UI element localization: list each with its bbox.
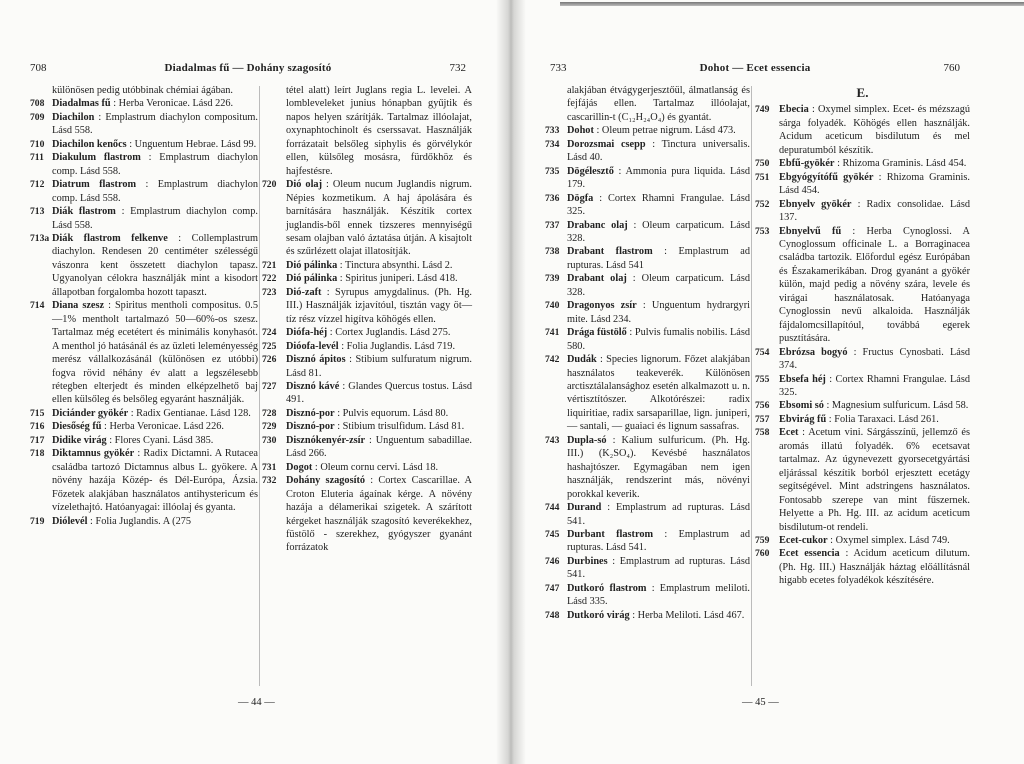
entry-number: 733 <box>545 125 560 137</box>
dictionary-entry <box>545 555 750 582</box>
entry-text: Ebnyelvű fű : Herba Cynoglossi. A Cynoglossum officinale L. a Borraginacea családba tartozik. Előfordul egész Európában és Északamerikában. Drog gyanánt a gyökér külön, majd pedig a növény szára, levele és virágai használatosak. Hatóanyaga Cynoglossin nevű alkaloida. Használják fájdalomcsillapítóul, továbbá egerek pusztítására. <box>779 225 970 345</box>
dictionary-entry <box>262 353 472 380</box>
entry-number: 714 <box>30 300 45 312</box>
entry-number: 747 <box>545 582 560 594</box>
entry-number: 737 <box>545 219 560 231</box>
entry-number: 738 <box>545 246 560 258</box>
right-page-column-2-entries <box>755 103 970 587</box>
entry-number: 736 <box>545 192 560 204</box>
dictionary-entry <box>30 299 258 407</box>
header-start-number: 708 <box>30 62 47 74</box>
entry-text: Dohány szagosító : Cortex Cascarillae. A Croton Eluteria ágaínak kérge. A növény hazája a délamerikai szigetek. A szárított kérgeket használják szagosító keverékekhez, füstölő - szerekhez, gyógyszer gyanánt forrázatok <box>286 475 472 554</box>
entry-number: 713a <box>30 232 50 244</box>
header-title: Dohot — Ecet essencia <box>699 62 811 74</box>
entry-text: Disznó ápitos : Stibium sulfuratum nigrum. Lásd 81. <box>286 354 472 379</box>
entry-text: Diana szesz : Spiritus mentholi compositus. 0.5—1% mentholt tartalmazó 50—60%-os szesz. Tartalmaz még ecetétert és minimális konyhasót. A menthol jó hatásánál és az üzleti leleményesség merész vállalkozásánál (különösen ez utóbbi) fogva rövid néhány év alatt a legszélesebb rétegben elterjedt és minden elképzelhető baj ellen külsőleg és belsőleg egyaránt használják. <box>52 300 258 406</box>
entry-text: Diachilon : Emplastrum diachylon compositum. Lásd 558. <box>52 111 258 137</box>
dictionary-entry <box>545 326 750 353</box>
header-title: Diadalmas fű — Dohány szagosító <box>164 62 332 74</box>
entry-number: 727 <box>262 380 277 392</box>
entry-number: 725 <box>262 340 277 352</box>
dictionary-entry <box>545 138 750 165</box>
entry-number: 749 <box>755 104 770 116</box>
entry-number: 712 <box>30 179 45 191</box>
entry-text: Ecet essencia : Acidum aceticum dilutum. (Ph. Hg. III.) Használják háztag előállításnál higabb ecetes folyadékok készítésére. <box>779 548 970 587</box>
entry-number: 757 <box>755 413 770 425</box>
entry-text: Ebfű-gyökér : Rhizoma Graminis. Lásd 454. <box>779 158 967 170</box>
entry-number: 708 <box>30 98 45 110</box>
dictionary-entry <box>545 609 750 622</box>
entry-number: 728 <box>262 407 277 419</box>
dictionary-entry <box>30 151 258 178</box>
entry-number <box>262 84 286 178</box>
entry-text: Dudák : Species lignorum. Főzet alakjában használatos teakeverék. Különösen arctisztálalansághoz esetén alkalmazott u. n. vértisztítószer. Alkotórészei: radix liquiritiae, radix sarsaparillae, lign. juniperi, — santali, — guaiaci és lignum sassafras. <box>567 354 750 433</box>
entry-text: Disznókenyér-zsír : Unguentum sabadillae. Lásd 266. <box>286 434 472 460</box>
dictionary-entry <box>545 299 750 326</box>
dictionary-entry <box>545 582 750 609</box>
dictionary-entry <box>262 407 472 420</box>
entry-number: 735 <box>545 165 560 177</box>
entry-text: Didike virág : Flores Cyani. Lásd 385. <box>52 434 214 446</box>
entry-number: 750 <box>755 158 770 170</box>
dictionary-entry <box>30 515 258 528</box>
entry-text: Ecet : Acetum vini. Sárgásszínű, jellemző és aromás illatú folyadék. 6% ecetsavat tartalmaz. Az úgynevezett gyorsecetgyártási eljárással készítik borból erjesztett ecetágy segítségével. Mint adstringens használatos. Fontosabb szerepe van mint fűszernek. Helyette a Ph. Hg. III. az acidum aceticum bisdilutum-ot rendeli. <box>779 427 970 533</box>
entry-number: 720 <box>262 179 277 191</box>
entry-text: Dióofa-levél : Folia Juglandis. Lásd 719. <box>286 340 456 352</box>
right-page-header <box>550 60 960 76</box>
entry-number <box>30 84 52 97</box>
dictionary-entry <box>755 171 970 198</box>
dictionary-entry <box>30 447 258 514</box>
entry-number: 710 <box>30 138 45 150</box>
dictionary-entry <box>545 219 750 246</box>
dictionary-entry <box>755 198 970 225</box>
entry-text: Ebrózsa bogyó : Fructus Cynosbati. Lásd 374. <box>779 346 970 372</box>
entry-continuation <box>262 84 472 178</box>
entry-number: 734 <box>545 138 560 150</box>
entry-number: 753 <box>755 225 770 237</box>
header-start-number: 733 <box>550 62 567 74</box>
entry-text: Diófa-héj : Cortex Juglandis. Lásd 275. <box>286 327 451 339</box>
entry-text: Ecet-cukor : Oxymel simplex. Lásd 749. <box>779 534 950 546</box>
entry-text: Diciánder gyökér : Radix Gentianae. Lásd 128. <box>52 407 251 419</box>
entry-number: 722 <box>262 273 277 285</box>
entry-text: Durbant flastrom : Emplastrum ad rupturas. Lásd 541. <box>567 528 751 554</box>
entry-number: 730 <box>262 434 277 446</box>
entry-number: 719 <box>30 515 45 527</box>
entry-number: 759 <box>755 534 770 546</box>
entry-text: Dió pálinka : Spiritus juniperi. Lásd 418. <box>286 273 458 285</box>
entry-text: Dögfa : Cortex Rhamni Frangulae. Lásd 325. <box>567 192 750 218</box>
dictionary-entry <box>545 353 750 434</box>
entry-text: Dorozsmai csepp : Tinctura universalis. Lásd 40. <box>567 138 750 164</box>
entry-number: 729 <box>262 421 277 433</box>
entry-number: 726 <box>262 354 277 366</box>
entry-number: 718 <box>30 448 45 460</box>
entry-number: 721 <box>262 259 277 271</box>
entry-text: Dutkoró virág : Herba Meliloti. Lásd 467. <box>567 609 745 621</box>
entry-text: Dohot : Oleum petrae nigrum. Lásd 473. <box>567 125 736 137</box>
dictionary-entry <box>262 434 472 461</box>
entry-number: 717 <box>30 434 45 446</box>
dictionary-entry <box>545 272 750 299</box>
dictionary-entry <box>545 501 750 528</box>
header-end-number: 760 <box>943 62 960 74</box>
entry-number: 709 <box>30 111 45 123</box>
dictionary-entry <box>30 178 258 205</box>
page-number-left: — 44 — <box>238 697 275 708</box>
entry-continuation <box>545 84 750 124</box>
dictionary-entry <box>545 528 750 555</box>
entry-number: 754 <box>755 346 770 358</box>
dictionary-entry <box>755 346 970 373</box>
section-letter: E. <box>856 85 869 100</box>
entry-number: 744 <box>545 502 560 514</box>
dictionary-entry <box>262 178 472 259</box>
dictionary-entry <box>262 380 472 407</box>
column-divider <box>751 86 752 686</box>
dictionary-entry <box>30 232 258 299</box>
dictionary-entry <box>755 426 970 534</box>
dictionary-entry <box>755 413 970 426</box>
dictionary-entry <box>30 420 258 433</box>
entry-text: Dögélesztő : Ammonia pura liquida. Lásd 179. <box>567 165 750 191</box>
scan-edge <box>560 2 1024 6</box>
entry-text: Diktamnus gyökér : Radix Dictamni. A Rutacea családba tartozó Dictamnus albus L. gyökere. A növény hazája Közép- és Dél-Európa, Ázsia. Főzetek alakjában használatos antihystericum és vízelethajtó. Hatóanyagai: illóolaj és gyanta. <box>52 448 258 514</box>
dictionary-entry <box>30 407 258 420</box>
entry-text: Ebsefa héj : Cortex Rhamni Frangulae. Lásd 325. <box>779 373 970 398</box>
dictionary-entry <box>30 111 258 138</box>
dictionary-entry <box>545 165 750 192</box>
header-end-number: 732 <box>449 62 466 74</box>
entry-number: 742 <box>545 354 560 366</box>
entry-continuation <box>30 84 258 97</box>
entry-text: különösen pedig utóbbinak chémiai ágában. <box>52 85 234 96</box>
dictionary-entry <box>262 326 472 339</box>
dictionary-entry <box>755 103 970 157</box>
entry-number: 723 <box>262 286 277 298</box>
entry-text: Ebgyógyítófű gyökér : Rhizoma Graminis. Lásd 454. <box>779 171 970 197</box>
entry-text: Dió pálinka : Tinctura absynthi. Lásd 2. <box>286 259 453 271</box>
entry-number: 748 <box>545 609 560 621</box>
dictionary-entry <box>755 225 970 346</box>
entry-number: 724 <box>262 327 277 339</box>
entry-number <box>545 84 567 124</box>
entry-number: 731 <box>262 461 277 473</box>
dictionary-entry <box>262 259 472 272</box>
entry-number: 715 <box>30 407 45 419</box>
entry-number: 745 <box>545 528 560 540</box>
dictionary-entry <box>30 97 258 110</box>
entry-number: 743 <box>545 434 560 446</box>
book-gutter <box>496 0 526 764</box>
entry-number: 739 <box>545 273 560 285</box>
dictionary-entry <box>545 245 750 272</box>
dictionary-entry <box>262 272 472 285</box>
entry-text: Drabant olaj : Oleum carpaticum. Lásd 328. <box>567 273 750 298</box>
entry-text: Dogot : Oleum cornu cervi. Lásd 18. <box>286 461 439 473</box>
left-page-column-2 <box>262 84 472 555</box>
entry-text: Diadalmas fű : Herba Veronicae. Lásd 226. <box>52 98 234 110</box>
entry-number: 746 <box>545 555 560 567</box>
entry-number: 732 <box>262 475 277 487</box>
entry-text: Ebnyelv gyökér : Radix consolidae. Lásd 137. <box>779 198 970 224</box>
dictionary-entry <box>262 420 472 433</box>
entry-text: Drabanc olaj : Oleum carpaticum. Lásd 328. <box>567 219 750 244</box>
entry-text: Diesőség fű : Herba Veronicae. Lásd 226. <box>52 421 224 433</box>
dictionary-entry <box>545 124 750 137</box>
entry-text: Diólevél : Folia Juglandis. A (275 <box>52 515 192 527</box>
left-page-header <box>30 60 466 76</box>
dictionary-entry <box>545 192 750 219</box>
dictionary-entry <box>755 157 970 170</box>
right-page-column-2 <box>755 84 970 588</box>
dictionary-entry <box>262 474 472 555</box>
dictionary-entry <box>755 547 970 587</box>
entry-number: 716 <box>30 421 45 433</box>
dictionary-entry <box>262 340 472 353</box>
entry-number: 756 <box>755 400 770 412</box>
dictionary-entry <box>755 534 970 547</box>
entry-text: Durand : Emplastrum ad rupturas. Lásd 541. <box>567 502 750 527</box>
entry-text: Drága füstölő : Pulvis fumalis nobilis. Lásd 580. <box>567 327 750 352</box>
page-number-right: — 45 — <box>742 697 779 708</box>
dictionary-entry <box>30 138 258 151</box>
column-divider <box>259 86 260 686</box>
entry-text: Drabant flastrom : Emplastrum ad rupturas. Lásd 541 <box>567 246 750 271</box>
entry-text: Diakulum flastrom : Emplastrum diachylon comp. Lásd 558. <box>52 152 258 177</box>
entry-number: 760 <box>755 548 770 560</box>
right-page-column-1 <box>545 84 750 622</box>
entry-text: Ebsomi só : Magnesium sulfuricum. Lásd 58. <box>779 400 969 412</box>
entry-number: 711 <box>30 152 44 164</box>
entry-text: Durbines : Emplastrum ad rupturas. Lásd 541. <box>567 555 750 581</box>
dictionary-entry <box>262 461 472 474</box>
entry-text: alakjában étvágygerjesztőül, álmatlanság és fejfájás ellen. Tartalmaz illóolajat, cascarillin-t (C₁₂H₂₄O₄) és gyantát. <box>567 85 750 123</box>
entry-text: Diák flastrom : Emplastrum diachylon comp. Lásd 558. <box>52 206 258 231</box>
entry-text: Ebecia : Oxymel simplex. Ecet- és mézszagú sárga folyadék. Köhögés ellen használják. Acidum aceticum bisdilutum és mel depuratumból készítik. <box>779 104 970 156</box>
dictionary-entry <box>262 286 472 326</box>
dictionary-entry <box>545 434 750 501</box>
entry-text: Dió-zaft : Syrupus amygdalinus. (Ph. Hg. III.) Használják izjavítóul, tisztán vagy öt—tíz rész vízzel higítva köhögés ellen. <box>286 286 472 325</box>
entry-text: Dragonyos zsír : Unguentum hydrargyri mite. Lásd 234. <box>567 300 750 325</box>
entry-text: Dió olaj : Oleum nucum Juglandis nigrum. Népies kozmetikum. A haj ápolására és barnítására használják. Készítik cortex juglandis-ből ennek tizszeres mennyiségű sesam olajban való áztatása útján. A kisajtolt és szűrlézett olajat illatosítják. <box>286 179 473 258</box>
dictionary-entry <box>30 434 258 447</box>
dictionary-entry <box>755 399 970 412</box>
entry-text: Disznó-por : Stibium trisulfidum. Lásd 81. <box>286 421 465 433</box>
entry-text: Diatrum flastrom : Emplastrum diachylon comp. Lásd 558. <box>52 179 258 204</box>
entry-text: Dupla-só : Kalium sulfuricum. (Ph. Hg. III.) (K₂SO₄). Kevésbé használatos hashajtószer. Egymagában nem igen használják, rendszerint más, növényi porokkal keverik. <box>567 434 750 500</box>
entry-number: 752 <box>755 198 770 210</box>
dictionary-entry <box>30 205 258 232</box>
entry-text: Disznó-por : Pulvis equorum. Lásd 80. <box>286 407 449 419</box>
entry-number: 758 <box>755 427 770 439</box>
entry-number: 740 <box>545 300 560 312</box>
entry-text: Dutkoró flastrom : Emplastrum meliloti. Lásd 335. <box>567 582 750 608</box>
entry-number: 741 <box>545 327 560 339</box>
entry-text: Diachilon kenőcs : Unguentum Hebrae. Lásd 99. <box>52 138 257 150</box>
left-page-column-1 <box>30 84 258 528</box>
entry-number: 755 <box>755 373 770 385</box>
entry-number: 713 <box>30 206 45 218</box>
entry-text: Ebvirág fű : Folia Taraxaci. Lásd 261. <box>779 413 939 425</box>
entry-number: 751 <box>755 171 770 183</box>
entry-text: tétel alatt) leírt Juglans regia L. levelei. A lombleveleket junius hónapban gyűjtik és napos helyen szárítják. Tartalmaz illóolajat, oxynaphtochinolt és cserssavat. Használják forrázatait belsőleg siphylis és görvélykór ellen, külsőleg mosásra, fürdőkhöz és hajfestésre. <box>286 85 472 177</box>
entry-text: Diák flastrom felkenve : Collemplastrum diachylon. Rendesen 20 centiméter szélességű vászonra kent összetett diachylon tapasz. Ugyanolyan célokra használják mint a kisodort állapotban forgalomba hozott tapaszt. <box>52 232 258 298</box>
entry-text: Disznó kávé : Glandes Quercus tostus. Lásd 491. <box>286 380 473 406</box>
dictionary-entry <box>755 373 970 400</box>
